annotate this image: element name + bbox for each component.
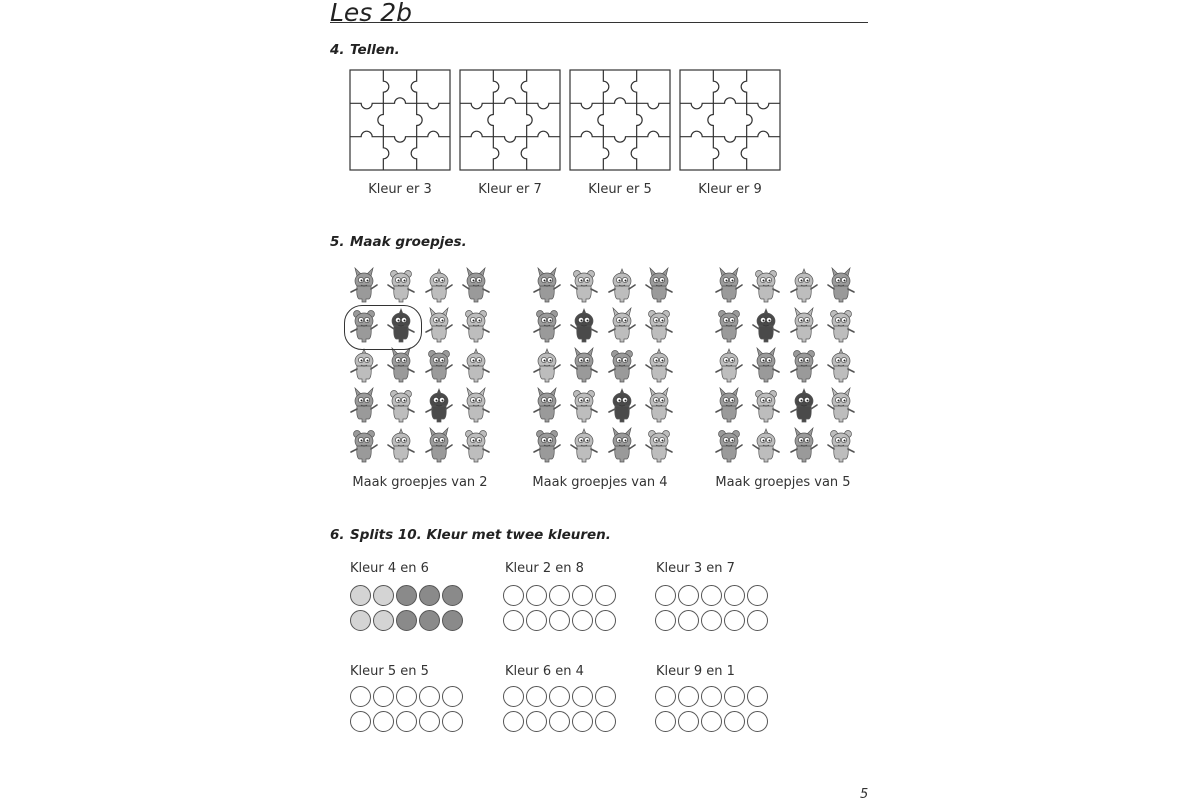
exercise-6-number: 6. xyxy=(330,527,345,543)
cartoon-creature-icon xyxy=(531,347,563,383)
colouring-circle[interactable] xyxy=(549,585,570,606)
dot-grid-1 xyxy=(350,585,465,635)
colouring-circle[interactable] xyxy=(701,585,722,606)
colouring-circle[interactable] xyxy=(572,585,593,606)
cartoon-creature-icon xyxy=(643,307,675,343)
colouring-circle[interactable] xyxy=(419,610,440,631)
colouring-circle[interactable] xyxy=(442,711,463,732)
creature-grid-2 xyxy=(528,265,678,465)
cartoon-creature-icon xyxy=(750,267,782,303)
colouring-circle[interactable] xyxy=(396,610,417,631)
split-label-5: Kleur 6 en 4 xyxy=(505,664,584,679)
puzzle-1-caption: Kleur er 3 xyxy=(368,182,432,197)
colouring-circle[interactable] xyxy=(503,711,524,732)
cartoon-creature-icon xyxy=(825,267,857,303)
cartoon-creature-icon xyxy=(348,427,380,463)
colouring-circle[interactable] xyxy=(572,711,593,732)
cartoon-creature-icon xyxy=(750,387,782,423)
colouring-circle[interactable] xyxy=(373,610,394,631)
colouring-circle[interactable] xyxy=(655,585,676,606)
cartoon-creature-icon xyxy=(825,307,857,343)
group-circle xyxy=(344,305,422,350)
split-label-4: Kleur 5 en 5 xyxy=(350,664,429,679)
colouring-circle[interactable] xyxy=(396,711,417,732)
cartoon-creature-icon xyxy=(643,387,675,423)
puzzle-1[interactable] xyxy=(349,69,451,171)
cartoon-creature-icon xyxy=(385,267,417,303)
colouring-circle[interactable] xyxy=(549,711,570,732)
grid-3-caption: Maak groepjes van 5 xyxy=(715,475,851,490)
cartoon-creature-icon xyxy=(713,307,745,343)
cartoon-creature-icon xyxy=(385,427,417,463)
colouring-circle[interactable] xyxy=(747,610,768,631)
title-rule xyxy=(330,22,868,23)
colouring-circle[interactable] xyxy=(724,585,745,606)
jigsaw-puzzle-icon xyxy=(349,69,451,171)
cartoon-creature-icon xyxy=(385,347,417,383)
puzzle-3[interactable] xyxy=(569,69,671,171)
cartoon-creature-icon xyxy=(348,347,380,383)
jigsaw-puzzle-icon xyxy=(459,69,561,171)
cartoon-creature-icon xyxy=(788,307,820,343)
cartoon-creature-icon xyxy=(606,347,638,383)
cartoon-creature-icon xyxy=(643,347,675,383)
colouring-circle[interactable] xyxy=(526,686,547,707)
cartoon-creature-icon xyxy=(423,427,455,463)
colouring-circle[interactable] xyxy=(350,610,371,631)
cartoon-creature-icon xyxy=(713,347,745,383)
cartoon-creature-icon xyxy=(788,267,820,303)
cartoon-creature-icon xyxy=(788,387,820,423)
cartoon-creature-icon xyxy=(606,267,638,303)
cartoon-creature-icon xyxy=(460,427,492,463)
colouring-circle[interactable] xyxy=(526,711,547,732)
exercise-4-title: Tellen. xyxy=(350,42,400,58)
jigsaw-puzzle-icon xyxy=(679,69,781,171)
creature-grid-3 xyxy=(710,265,860,465)
cartoon-creature-icon xyxy=(460,387,492,423)
cartoon-creature-icon xyxy=(825,387,857,423)
colouring-circle[interactable] xyxy=(350,711,371,732)
colouring-circle[interactable] xyxy=(678,585,699,606)
colouring-circle[interactable] xyxy=(373,711,394,732)
cartoon-creature-icon xyxy=(788,427,820,463)
cartoon-creature-icon xyxy=(713,427,745,463)
colouring-circle[interactable] xyxy=(701,711,722,732)
cartoon-creature-icon xyxy=(531,387,563,423)
colouring-circle[interactable] xyxy=(396,585,417,606)
puzzle-2[interactable] xyxy=(459,69,561,171)
split-label-2: Kleur 2 en 8 xyxy=(505,561,584,576)
colouring-circle[interactable] xyxy=(526,585,547,606)
exercise-5-title: Maak groepjes. xyxy=(350,234,467,250)
cartoon-creature-icon xyxy=(568,427,600,463)
exercise-5-heading xyxy=(330,234,467,250)
cartoon-creature-icon xyxy=(713,387,745,423)
cartoon-creature-icon xyxy=(531,427,563,463)
cartoon-creature-icon xyxy=(423,307,455,343)
exercise-4-heading xyxy=(330,42,400,58)
cartoon-creature-icon xyxy=(568,387,600,423)
cartoon-creature-icon xyxy=(606,387,638,423)
grid-1-caption: Maak groepjes van 2 xyxy=(352,475,488,490)
cartoon-creature-icon xyxy=(788,347,820,383)
cartoon-creature-icon xyxy=(460,307,492,343)
cartoon-creature-icon xyxy=(423,347,455,383)
colouring-circle[interactable] xyxy=(503,585,524,606)
cartoon-creature-icon xyxy=(825,427,857,463)
cartoon-creature-icon xyxy=(606,427,638,463)
cartoon-creature-icon xyxy=(348,387,380,423)
puzzle-4[interactable] xyxy=(679,69,781,171)
colouring-circle[interactable] xyxy=(747,711,768,732)
colouring-circle[interactable] xyxy=(350,585,371,606)
colouring-circle[interactable] xyxy=(655,711,676,732)
colouring-circle[interactable] xyxy=(678,610,699,631)
dot-grid-3 xyxy=(655,585,770,635)
colouring-circle[interactable] xyxy=(595,686,616,707)
colouring-circle[interactable] xyxy=(701,686,722,707)
cartoon-creature-icon xyxy=(423,267,455,303)
puzzle-2-caption: Kleur er 7 xyxy=(478,182,542,197)
cartoon-creature-icon xyxy=(460,347,492,383)
split-label-6: Kleur 9 en 1 xyxy=(656,664,735,679)
colouring-circle[interactable] xyxy=(503,610,524,631)
colouring-circle[interactable] xyxy=(442,610,463,631)
colouring-circle[interactable] xyxy=(526,610,547,631)
colouring-circle[interactable] xyxy=(419,711,440,732)
colouring-circle[interactable] xyxy=(701,610,722,631)
cartoon-creature-icon xyxy=(568,267,600,303)
dot-grid-6 xyxy=(655,686,770,736)
colouring-circle[interactable] xyxy=(373,686,394,707)
cartoon-creature-icon xyxy=(825,347,857,383)
cartoon-creature-icon xyxy=(713,267,745,303)
colouring-circle[interactable] xyxy=(503,686,524,707)
colouring-circle[interactable] xyxy=(572,686,593,707)
cartoon-creature-icon xyxy=(568,307,600,343)
exercise-6-title: Splits 10. Kleur met twee kleuren. xyxy=(350,527,611,543)
colouring-circle[interactable] xyxy=(724,686,745,707)
cartoon-creature-icon xyxy=(531,307,563,343)
colouring-circle[interactable] xyxy=(724,711,745,732)
colouring-circle[interactable] xyxy=(678,686,699,707)
colouring-circle[interactable] xyxy=(678,711,699,732)
colouring-circle[interactable] xyxy=(549,686,570,707)
colouring-circle[interactable] xyxy=(595,585,616,606)
split-label-1: Kleur 4 en 6 xyxy=(350,561,429,576)
jigsaw-puzzle-icon xyxy=(569,69,671,171)
dot-grid-2 xyxy=(503,585,618,635)
cartoon-creature-icon xyxy=(385,387,417,423)
cartoon-creature-icon xyxy=(750,307,782,343)
exercise-4-number: 4. xyxy=(330,42,345,58)
colouring-circle[interactable] xyxy=(419,686,440,707)
cartoon-creature-icon xyxy=(423,387,455,423)
creature-grid-1 xyxy=(345,265,495,465)
cartoon-creature-icon xyxy=(643,267,675,303)
cartoon-creature-icon xyxy=(348,267,380,303)
colouring-circle[interactable] xyxy=(442,585,463,606)
colouring-circle[interactable] xyxy=(549,610,570,631)
colouring-circle[interactable] xyxy=(655,610,676,631)
puzzle-4-caption: Kleur er 9 xyxy=(698,182,762,197)
colouring-circle[interactable] xyxy=(419,585,440,606)
exercise-5-number: 5. xyxy=(330,234,345,250)
cartoon-creature-icon xyxy=(750,427,782,463)
colouring-circle[interactable] xyxy=(350,686,371,707)
colouring-circle[interactable] xyxy=(442,686,463,707)
colouring-circle[interactable] xyxy=(595,610,616,631)
colouring-circle[interactable] xyxy=(373,585,394,606)
split-label-3: Kleur 3 en 7 xyxy=(656,561,735,576)
colouring-circle[interactable] xyxy=(655,686,676,707)
colouring-circle[interactable] xyxy=(595,711,616,732)
dot-grid-4 xyxy=(350,686,465,736)
cartoon-creature-icon xyxy=(568,347,600,383)
colouring-circle[interactable] xyxy=(747,686,768,707)
page-number: 5 xyxy=(860,787,869,802)
cartoon-creature-icon xyxy=(531,267,563,303)
page-title: Les 2b xyxy=(330,0,413,27)
exercise-6-heading xyxy=(330,527,611,543)
cartoon-creature-icon xyxy=(460,267,492,303)
puzzle-3-caption: Kleur er 5 xyxy=(588,182,652,197)
colouring-circle[interactable] xyxy=(572,610,593,631)
colouring-circle[interactable] xyxy=(396,686,417,707)
cartoon-creature-icon xyxy=(606,307,638,343)
colouring-circle[interactable] xyxy=(724,610,745,631)
dot-grid-5 xyxy=(503,686,618,736)
cartoon-creature-icon xyxy=(750,347,782,383)
grid-2-caption: Maak groepjes van 4 xyxy=(532,475,668,490)
colouring-circle[interactable] xyxy=(747,585,768,606)
cartoon-creature-icon xyxy=(643,427,675,463)
